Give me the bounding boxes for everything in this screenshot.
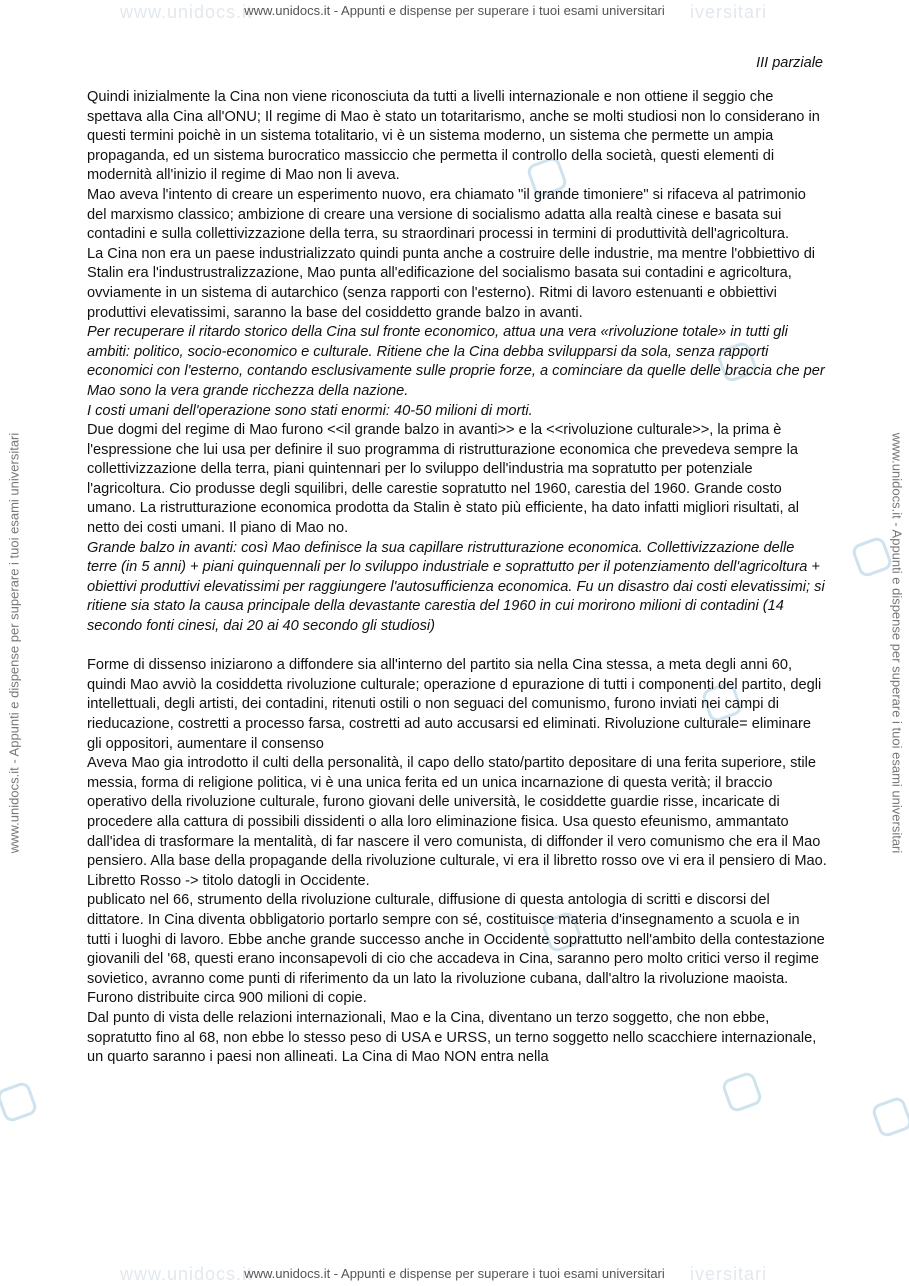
paragraph: Dal punto di vista delle relazioni internazionali, Mao e la Cina, diventano un terzo soggetto, che non ebbe, sopratutto fino al 68, non ebbe lo stesso peso di USA e URSS, un terno soggetto nello scacchiere internazionale, un quarto saranno i paesi non allineati. La Cina di Mao NON entra nella — [87, 1009, 817, 1066]
watermark-ghost-bottom: www.unidocs.it — [120, 1264, 254, 1284]
paragraph: Furono distribuite circa 900 milioni di copie. — [87, 990, 367, 1007]
paragraph: Mao aveva l'intento di creare un esperimento nuovo, era chiamato "il grande timoniere" si rifaceva al patrimonio del marxismo classico; ambizione di creare una versione di socialismo adatta alla realtà cinese e basata sui contadini e sulla collettivizzazione della terra, su straordinari processi in termini di produttività dell'agricoltura. — [87, 186, 806, 243]
document-body — [87, 88, 827, 1068]
watermark-right: www.unidocs.it - Appunti e dispense per superare i tuoi esami universitari — [889, 432, 905, 854]
paragraph: Quindi inizialmente la Cina non viene riconosciuta da tutti a livelli internazionale e non ottiene il seggio che spettava alla Cina all'ONU; Il regime di Mao è stato un totaritarismo, anche se molti studiosi non lo considerano in questi termini poichè in un sistema totalitario, vi è un sistema moderno, un sistema che permette un ampia propaganda, ed un sistema burocratico massiccio che permetta il controllo della società, questi elementi di modernità all'inizio il regime di Mao non li aveva. — [87, 89, 820, 184]
watermark-bottom: www.unidocs.it - Appunti e dispense per superare i tuoi esami universitari — [244, 1266, 665, 1281]
paragraph: La Cina non era un paese industrializzato quindi punta anche a costruire delle industrie, ma mentre l'obbiettivo di Stalin era l'industrustralizzazione, Mao punta all'edificazione del socialismo basata sui contadini e agricoltura, ovviamente in un sistema di autarchico (senza rapporti con l'esterno). Ritmi di lavoro estenuanti e obbiettivi produttivi elevatissimi, saranno la base del cosiddetto grande balzo in avanti. — [87, 245, 816, 321]
paragraph: Due dogmi del regime di Mao furono <<il grande balzo in avanti>> e la <<rivoluzione culturale>>, la prima è l'espressione che lui usa per definire il suo programma di ristrutturazione economica che prevedeva sempre la collettivizzazione della terra, piani quintennari per lo sviluppo dell'industria ma sopratutto per potenziale l'agricoltura. Cio produsse degli squilibri, delle carestie sopratutto nel 1960, carestia del 1960. Grande costo umano. La ristrutturazione economica prodotta da Stalin è stato più efficiente, ha dato infatti migliori risultati, al netto dei costi umani. Il piano di Mao no. — [87, 422, 799, 537]
paragraph: Forme di dissenso iniziarono a diffondere sia all'interno del partito sia nella Cina stessa, a meta degli anni 60, quindi Mao avviò la cosiddetta rivoluzione culturale; operazione d epurazione di tutti i componenti del partito, degli intellettuali, degli artisti, dei contadini, ritenuti ostili o non seguaci del comunismo, furono inviati nei campi di rieducazione, costretti a processo farsa, costretti ad auto accusarsi ed eliminati. Rivoluzione culturale= eliminare gli oppositori, aumentare il consenso — [87, 657, 822, 752]
watermark-left: www.unidocs.it - Appunti e dispense per superare i tuoi esami universitari — [6, 432, 22, 854]
italic-paragraph: I costi umani dell'operazione sono stati enormi: 40-50 milioni di morti. — [87, 402, 533, 419]
paragraph: Aveva Mao gia introdotto il culti della personalità, il capo dello stato/partito depositare di una ferita superiore, stile messia, forma di religione politica, vi è una unica ferita ed un unica incarnazione di questa verità; il braccio operativo della rivoluzione culturale, furono giovani delle università, le cosiddette guardie risse, incaricate di procedere alla cattura di possibili dissidenti o alla loro eliminazione fisica. Usa questo efeunismo, ammantato dall'idea di trasformare la mentalità, di far nascere il vero comunista, di diffonder il vero comunismo che era il Mao pensiero. Alla base della propagande della rivoluzione culturale, vi era il libretto rosso ove vi era il pensiero di Mao. — [87, 755, 827, 870]
watermark-logo-icon — [0, 1080, 39, 1124]
watermark-logo-icon — [720, 1070, 764, 1114]
italic-paragraph: Grande balzo in avanti: così Mao definisce la sua capillare ristrutturazione economica. Collettivizzazione delle terre (in 5 anni) + piani quinquennali per lo sviluppo industriale e soprattutto per il potenziamento dell'agricoltura + obiettivi produttivi elevatissimi per raggiungere l'autosufficienza economica. Fu un disastro dai costi elevatissimi; si ritiene sia stato la causa principale della devastante carestia del 1960 in cui morirono milioni di contadini (14 secondo fonti cinesi, dai 20 ai 40 secondo gli studiosi) — [87, 539, 825, 635]
watermark-ghost-bottom-right: iversitari — [690, 1264, 768, 1284]
italic-paragraph: Per recuperare il ritardo storico della Cina sul fronte economico, attua una vera «rivoluzione totale» in tutti gli ambiti: politico, socio-economico e culturale. Ritiene che la Cina debba svilupparsi da sola, senza rapporti economici con l'esterno, contando esclusivamente sulle proprie forze, a cominciare da quelle delle braccia che per Mao sono la vera grande ricchezza della nazione. — [87, 324, 825, 399]
watermark-ghost-top-right: iversitari — [690, 2, 768, 22]
blank-line — [87, 637, 827, 657]
paragraph: publicato nel 66, strumento della rivoluzione culturale, diffusione di questa antologia di scritti e discorsi del dittatore. In Cina diventa obbligatorio portarlo sempre con sé, costituisce materia d'insegnamento a scuola e in tutti i luoghi di lavoro. Ebbe anche grande successo anche in Occidente soprattutto nell'ambito della contestazione giovanili del '68, questi erano inconsapevoli di cio che accadeva in Cina, saranno pero molto critici verso il regime sovietico, avranno come punti di riferimento da un lato la rivoluzione cubana, dall'altro la rivoluzione maoista. — [87, 892, 825, 987]
watermark-ghost-top: www.unidocs.it — [120, 2, 254, 22]
page-header: III parziale — [756, 55, 823, 71]
paragraph: Libretto Rosso -> titolo datogli in Occidente. — [87, 872, 370, 889]
watermark-logo-icon — [870, 1095, 909, 1139]
watermark-logo-icon — [850, 535, 894, 579]
watermark-top: www.unidocs.it - Appunti e dispense per superare i tuoi esami universitari — [244, 3, 665, 18]
